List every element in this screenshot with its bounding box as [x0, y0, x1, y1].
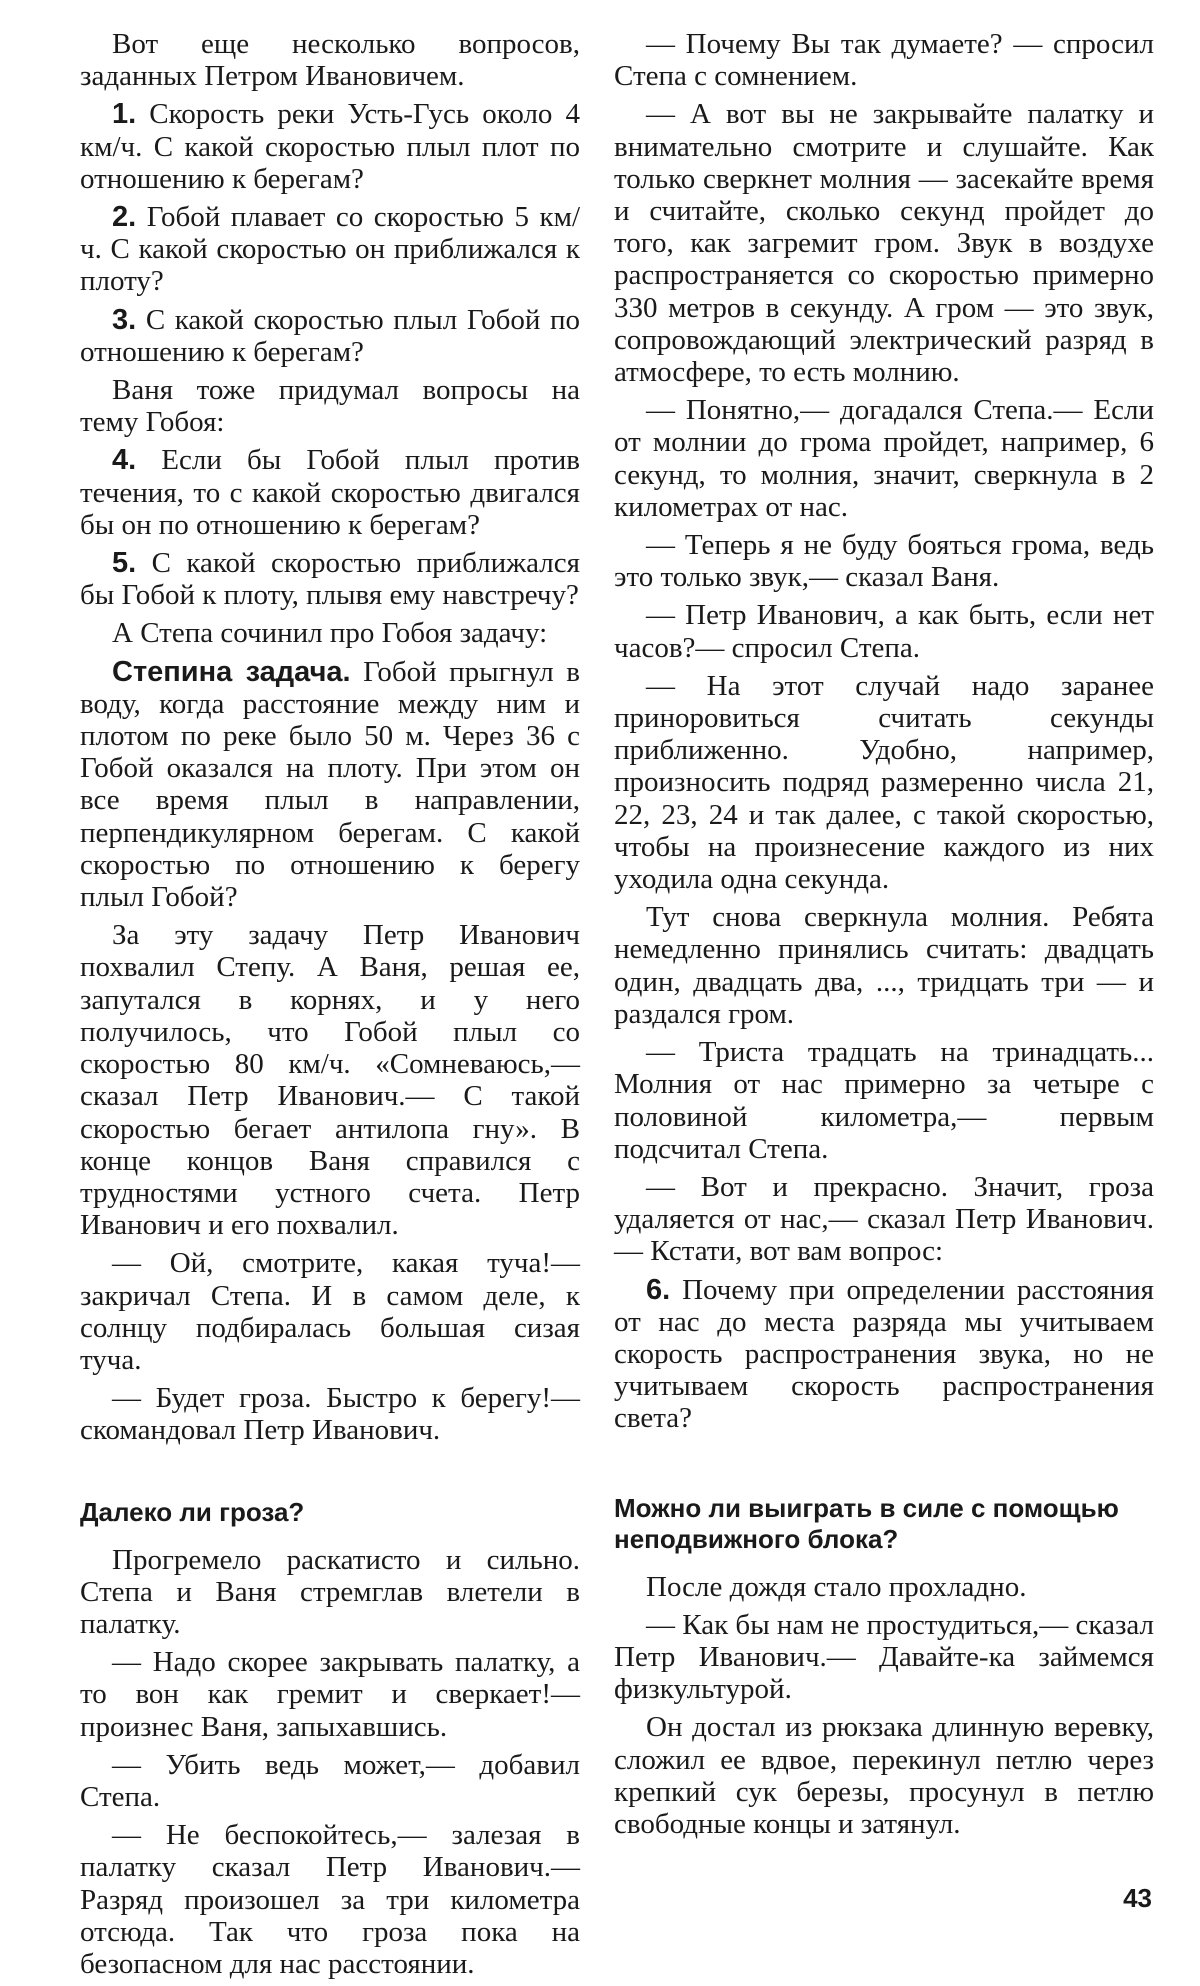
- section-heading: Можно ли выиграть в силе с помощью неподвижного блока?: [614, 1492, 1119, 1554]
- paragraph: — Понятно,— догадался Степа.— Если от молнии до грома пройдет, например, 6 секунд, то молния, значит, сверкнула в 2 километрах от нас.: [614, 394, 1154, 523]
- page-number: 43: [1123, 1883, 1152, 1913]
- paragraph: Прогремело раскатисто и сильно. Степа и Ваня стремглав влетели в палатку.: [80, 1543, 580, 1640]
- question-6: [614, 1274, 1154, 1435]
- paragraph: — Ой, смотрите, какая туча!— закричал Степа. И в самом деле, к солнцу подбиралась большая сизая туча.: [80, 1247, 580, 1376]
- question-text: С какой скоростью плыл Гобой по отношению к берегам?: [80, 303, 581, 368]
- paragraph: После дождя стало прохладно.: [646, 1570, 1027, 1603]
- question-text: Скорость реки Усть-Гусь около 4 км/ч. С какой скоростью плыл плот по отношению к берегам?: [80, 98, 581, 195]
- question-5: [80, 547, 580, 611]
- stepa-task: [80, 656, 580, 914]
- paragraph: — Надо скорее закрывать палатку, а то вон как гремит и сверкает!— произнес Ваня, запыхавшись.: [80, 1646, 580, 1743]
- paragraph: — На этот случай надо заранее приноровиться считать секунды приближенно. Удобно, например, произносить подряд размеренно числа 21, 22, 23, 24 и так далее, с такой скоростью, чтобы на произнесение каждого из них уходила одна секунда.: [614, 669, 1154, 896]
- paragraph: — Вот и прекрасно. Значит, гроза удаляется от нас,— сказал Петр Иванович.— Кстати, вот вам вопрос:: [614, 1170, 1154, 1268]
- paragraph: — Почему Вы так думаете? — спросил Степа с сомнением.: [614, 28, 1154, 93]
- paragraph: — Убить ведь может,— добавил Степа.: [80, 1748, 580, 1813]
- question-4: [80, 444, 580, 541]
- paragraph: — Теперь я не буду бояться грома, ведь это только звук,— сказал Ваня.: [614, 529, 1154, 594]
- question-text: Если бы Гобой плыл против течения, то с какой скоростью двигался бы он по отношению к берегам?: [80, 444, 580, 541]
- paragraph: — Петр Иванович, а как быть, если нет часов?— спросил Степа.: [614, 599, 1154, 664]
- question-text: Почему при определении расстояния от нас до места разряда мы учитываем скорость распространения звука, но не учитываем скорость распространения света?: [614, 1273, 1154, 1435]
- paragraph: За эту задачу Петр Иванович похвалил Степу. А Ваня, решая ее, запутался в корнях, и у него получилось, что Гобой плыл со скоростью 80 км/ч. «Сомневаюсь,— сказал Петр Иванович.— С такой скоростью бегает антилопа гну». В конце концов Ваня справился с трудностями устного счета. Петр Иванович и его похвалил.: [80, 919, 580, 1242]
- paragraph: — Как бы нам не простудиться,— сказал Петр Иванович.— Давайте-ка займемся физкультурой.: [614, 1608, 1154, 1706]
- paragraph: Тут снова сверкнула молния. Ребята немедленно принялись считать: двадцать один, двадцать два, ..., тридцать три — и раздался гром.: [614, 901, 1154, 1030]
- question-number: 4.: [112, 444, 137, 477]
- paragraph: Ваня тоже придумал вопросы на тему Гобоя:: [80, 374, 580, 439]
- paragraph: — Не беспокойтесь,— залезая в палатку сказал Петр Иванович.— Разряд произошел за три километра отсюда. Так что гроза пока на безопасном для нас расстоянии.: [80, 1819, 580, 1980]
- task-label: Степина задача.: [112, 655, 351, 688]
- question-2: [80, 201, 580, 298]
- section-heading: Далеко ли гроза?: [80, 1496, 305, 1527]
- right-column: [614, 28, 1154, 1846]
- question-number: 2.: [112, 201, 137, 234]
- question-number: 6.: [646, 1273, 671, 1306]
- question-number: 1.: [112, 98, 137, 131]
- paragraph: — А вот вы не закрывайте палатку и внимательно смотрите и слушайте. Как только сверкнет молния — засекайте время и считайте, сколько секунд пройдет до того, как загремит гром. Звук в воздухе распространяется со скоростью примерно 330 метров в секунду. А гром — это звук, сопровождающий электрический разряд в атмосфере, то есть молнию.: [614, 98, 1154, 389]
- paragraph: Он достал из рюкзака длинную веревку, сложил ее вдвое, перекинул петлю через крепкий сук березы, просунул в петлю свободные концы и затянул.: [614, 1711, 1154, 1840]
- paragraph: А Степа сочинил про Гобоя задачу:: [112, 617, 548, 650]
- task-text: Гобой прыгнул в воду, когда расстояние между ним и плотом по реке было 50 м. Через 36 с Гобой оказался на плоту. При этом он все время плыл в направлении, перпендикулярном берегам. С какой скоростью по отношению к берегу плыл Гобой?: [80, 655, 580, 914]
- left-column: [80, 28, 580, 1986]
- paragraph: Вот еще несколько вопросов, заданных Петром Ивановичем.: [80, 28, 580, 93]
- paragraph: — Триста традцать на тринадцать... Молния от нас примерно за четыре с половиной километра,— первым подсчитал Степа.: [614, 1036, 1154, 1165]
- question-number: 3.: [112, 303, 137, 336]
- question-text: Гобой плавает со скоростью 5 км/ч. С какой скоростью он приближался к плоту?: [80, 201, 581, 298]
- question-number: 5.: [112, 547, 137, 580]
- question-1: [80, 98, 580, 195]
- question-text: С какой скоростью приближался бы Гобой к плоту, плывя ему навстречу?: [80, 547, 580, 612]
- paragraph: — Будет гроза. Быстро к берегу!— скомандовал Петр Иванович.: [80, 1382, 580, 1447]
- question-3: [80, 304, 580, 368]
